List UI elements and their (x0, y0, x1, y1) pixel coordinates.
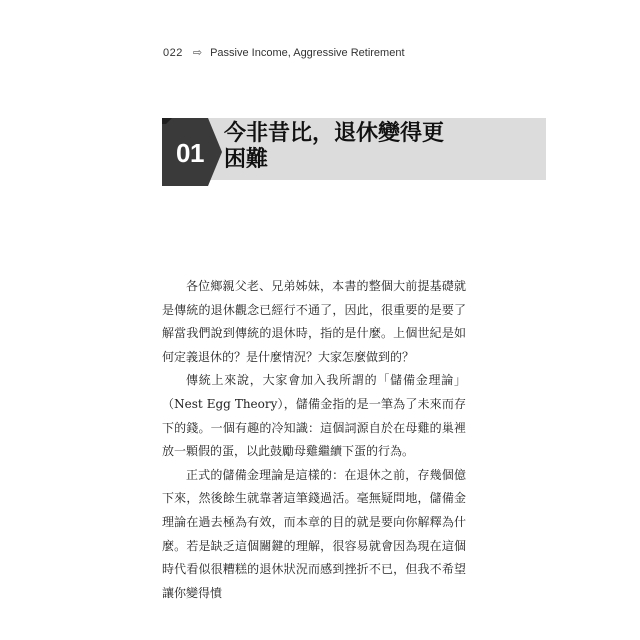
page-number: 022 (163, 46, 183, 59)
running-title: Passive Income, Aggressive Retirement (210, 46, 405, 59)
chapter-title-line-2: 困難 (224, 147, 269, 172)
chapter-badge (162, 118, 226, 186)
arrow-right-icon: ⇨ (192, 47, 203, 59)
body-text (162, 275, 466, 605)
chapter-title (224, 121, 534, 173)
running-header (163, 46, 405, 59)
paragraph-1: 各位鄉親父老、兄弟姊妹，本書的整個大前提基礎就是傳統的退休觀念已經行不通了，因此，很重要的是要了解當我們說到傳統的退休時，指的是什麼。上個世紀是如何定義退休的？是什麼情況？大家怎麼做到的？ (162, 279, 466, 364)
paragraph-2: 傳統上來說，大家會加入我所謂的「儲備金理論」（Nest Egg Theory），儲備金指的是一筆為了未來而存下的錢。一個有趣的冷知識：這個詞源自於在母雞的巢裡放一顆假的蛋，以此鼓勵母雞繼續下蛋的行為。 (162, 373, 466, 459)
paragraph-3: 正式的儲備金理論是這樣的：在退休之前，存幾個億下來，然後餘生就靠著這筆錢過活。毫無疑問地，儲備金理論在過去極為有效，而本章的目的就是要向你解釋為什麼。若是缺乏這個關鍵的理解，很容易就會因為現在這個時代看似很糟糕的退休狀況而感到挫折不已，但我不希望讓你變得憤 (162, 467, 466, 600)
chapter-number: 01 (176, 138, 204, 168)
chapter-title-line-1: 今非昔比，退休變得更 (224, 121, 445, 146)
chapter-banner (162, 118, 546, 180)
